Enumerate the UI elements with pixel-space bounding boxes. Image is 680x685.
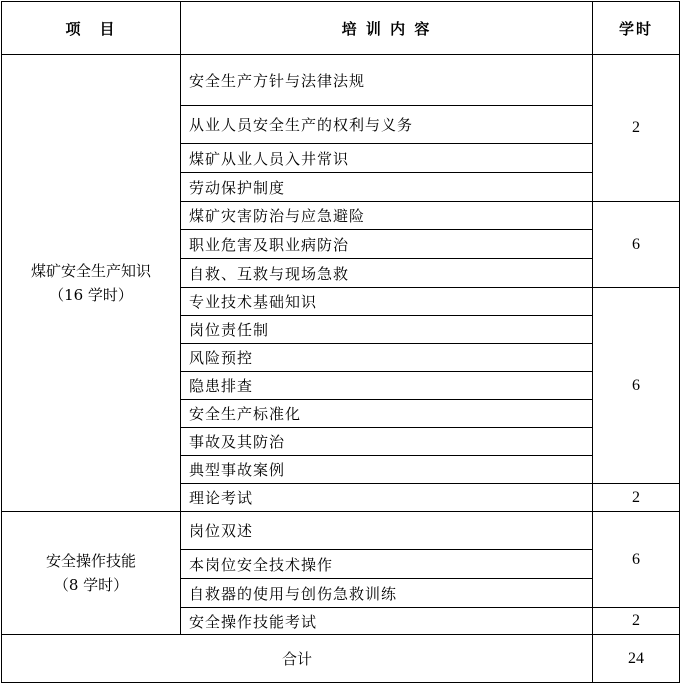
content-item: 事故及其防治 [181, 428, 593, 456]
group-hours: 2 [593, 484, 680, 512]
content-item: 安全操作技能考试 [181, 608, 593, 635]
section-1-cell [2, 55, 181, 512]
total-label: 合计 [2, 635, 593, 683]
content-item: 安全生产方针与法律法规 [181, 55, 593, 106]
header-row [2, 2, 680, 55]
content-item: 劳动保护制度 [181, 173, 593, 202]
content-item: 岗位责任制 [181, 316, 593, 344]
content-item: 安全生产标准化 [181, 400, 593, 428]
total-row [2, 635, 680, 683]
section-1-name: 煤矿安全生产知识 [30, 262, 151, 280]
content-item: 煤矿从业人员入井常识 [181, 144, 593, 173]
content-item: 从业人员安全生产的权利与义务 [181, 106, 593, 144]
group-hours: 2 [593, 608, 680, 635]
group-hours: 6 [593, 512, 680, 608]
content-item: 煤矿灾害防治与应急避险 [181, 202, 593, 230]
content-item: 风险预控 [181, 344, 593, 372]
section-1-hours: （16 学时） [49, 286, 133, 304]
section-2-hours: （8 学时） [53, 576, 129, 594]
content-item: 理论考试 [181, 484, 593, 512]
content-item: 岗位双述 [181, 512, 593, 550]
training-table [1, 1, 680, 683]
content-item: 职业危害及职业病防治 [181, 230, 593, 259]
total-hours: 24 [593, 635, 680, 683]
content-item: 专业技术基础知识 [181, 288, 593, 316]
content-item: 隐患排查 [181, 372, 593, 400]
section-2-name: 安全操作技能 [45, 552, 136, 570]
content-item: 典型事故案例 [181, 456, 593, 484]
table-row [2, 512, 680, 550]
header-project: 项 目 [2, 2, 181, 55]
group-hours: 6 [593, 288, 680, 484]
content-item: 自救、互救与现场急救 [181, 259, 593, 288]
table-row [2, 55, 680, 106]
content-item: 本岗位安全技术操作 [181, 550, 593, 579]
header-hours: 学时 [593, 2, 680, 55]
group-hours: 6 [593, 202, 680, 288]
header-content: 培 训 内 容 [181, 2, 593, 55]
section-2-cell [2, 512, 181, 635]
group-hours: 2 [593, 55, 680, 202]
content-item: 自救器的使用与创伤急救训练 [181, 579, 593, 608]
